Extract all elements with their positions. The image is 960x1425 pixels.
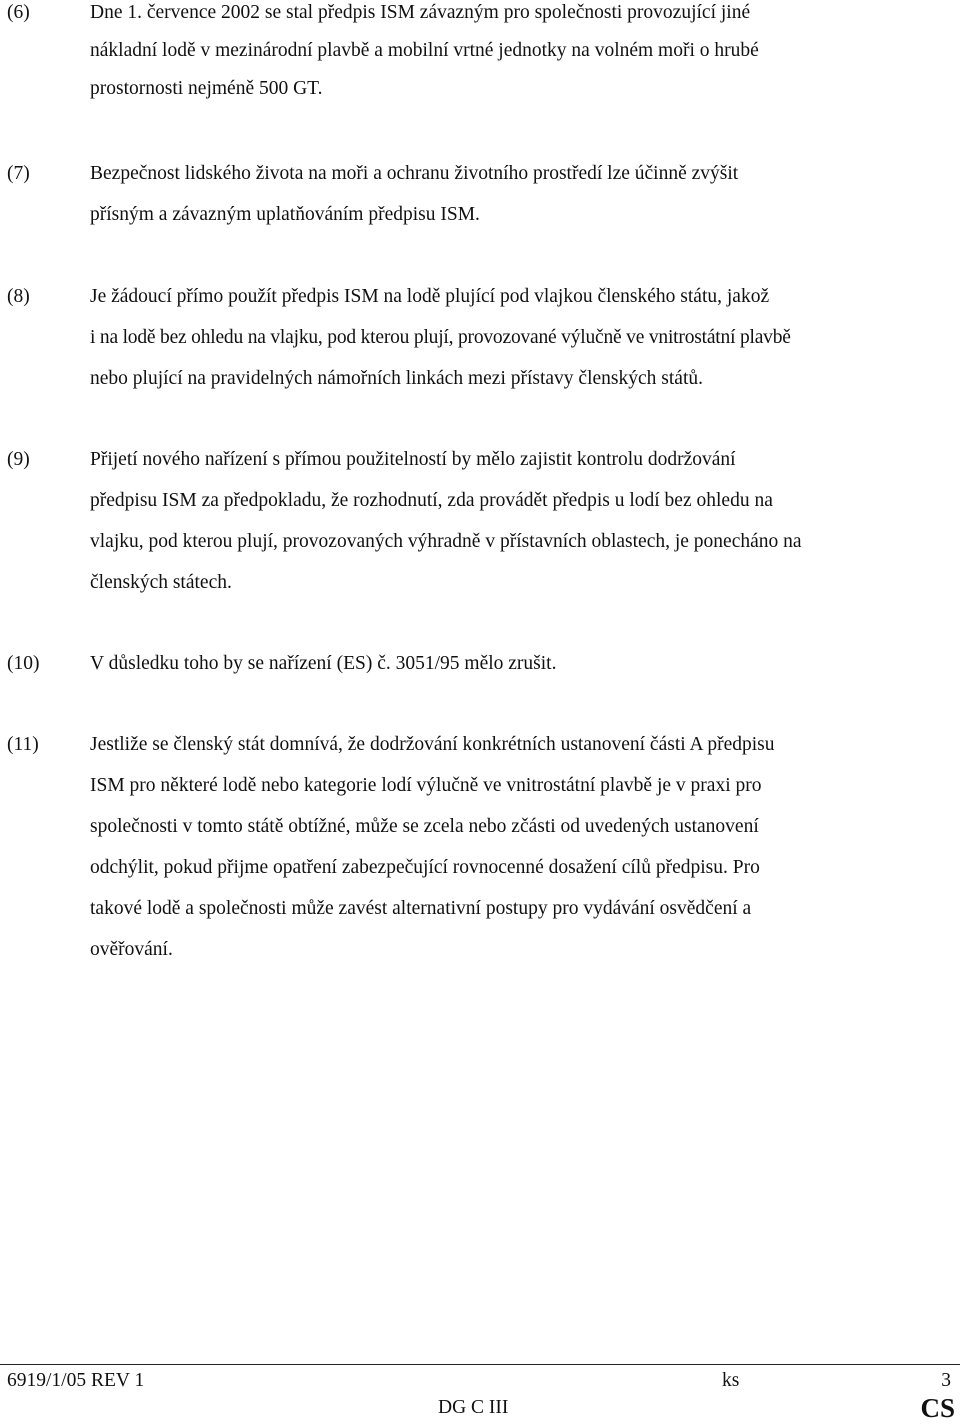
language-code: CS (920, 1393, 955, 1423)
recital-line: ověřování. (90, 939, 173, 960)
recital-text (90, 0, 960, 108)
recital-line: nebo plující na pravidelných námořních linkách mezi přístavy členských států. (90, 368, 703, 389)
document-reference: 6919/1/05 REV 1 (7, 1370, 145, 1391)
recital-text (90, 439, 960, 603)
recital-line: V důsledku toho by se nařízení (ES) č. 3051/95 mělo zrušit. (90, 653, 557, 674)
recital-9 (0, 439, 960, 603)
recital-line: i na lodě bez ohledu na vlajku, pod kterou plují, provozované výlučně ve vnitrostátní plavbě (90, 327, 791, 348)
recital-line: Přijetí nového nařízení s přímou použitelností by mělo zajistit kontrolu dodržování (90, 449, 736, 470)
page-footer (0, 1366, 960, 1425)
recital-number: (7) (7, 163, 30, 184)
recital-line: ISM pro některé lodě nebo kategorie lodí výlučně ve vnitrostátní plavbě je v praxi pro (90, 775, 762, 796)
recital-line: takové lodě a společnosti může zavést alternativní postupy pro vydávání osvědčení a (90, 898, 752, 919)
recital-line: společnosti v tomto státě obtížné, může se zcela nebo zčásti od uvedených ustanovení (90, 816, 759, 837)
recital-text (90, 643, 960, 684)
recital-line: předpisu ISM za předpokladu, že rozhodnutí, zda provádět předpis u lodí bez ohledu na (90, 490, 773, 511)
recital-text (90, 153, 960, 235)
recital-number: (10) (7, 653, 40, 674)
recital-number: (8) (7, 286, 30, 307)
recital-line: odchýlit, pokud přijme opatření zabezpečující rovnocenné dosažení cílů předpisu. Pro (90, 857, 760, 878)
recital-line: členských státech. (90, 572, 232, 593)
recital-number: (11) (7, 734, 39, 755)
recital-line: nákladní lodě v mezinárodní plavbě a mobilní vrtné jednotky na volném moři o hrubé (90, 40, 759, 61)
recital-10 (0, 643, 960, 684)
recital-8 (0, 276, 960, 399)
recital-number: (6) (7, 2, 30, 23)
recital-7 (0, 153, 960, 235)
recital-6 (0, 0, 960, 108)
recital-line: přísným a závazným uplatňováním předpisu ISM. (90, 204, 480, 225)
recital-line: Je žádoucí přímo použít předpis ISM na lodě plující pod vlajkou členského státu, jakož (90, 286, 770, 307)
recital-text (90, 724, 960, 970)
recital-line: Dne 1. července 2002 se stal předpis ISM závazným pro společnosti provozující jiné (90, 2, 751, 23)
recital-line: Bezpečnost lidského života na moři a ochranu životního prostředí lze účinně zvýšit (90, 163, 739, 184)
recital-11 (0, 724, 960, 970)
recital-number: (9) (7, 449, 30, 470)
author-initials: ks (722, 1370, 740, 1391)
footer-divider (0, 1364, 960, 1365)
recital-text (90, 276, 960, 399)
directorate-label: DG C III (438, 1397, 509, 1418)
recital-line: prostornosti nejméně 500 GT. (90, 78, 323, 99)
recital-line: vlajku, pod kterou plují, provozovaných výhradně v přístavních oblastech, je ponecháno na (90, 531, 802, 552)
page-number: 3 (941, 1370, 951, 1391)
recital-line: Jestliže se členský stát domnívá, že dodržování konkrétních ustanovení části A předpisu (90, 734, 775, 755)
